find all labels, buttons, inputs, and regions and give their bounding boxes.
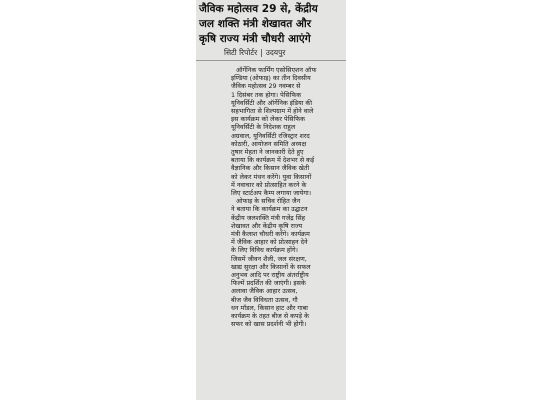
- body-line: सफर को खास प्रदर्शनी भी होगी।: [231, 320, 307, 329]
- body-line: बताया कि कार्यक्रम में देशभर से कई: [231, 156, 315, 165]
- body-line: मंत्री कैलाश चौधरी करेंगे। कार्यक्रम: [231, 230, 310, 239]
- body-line: धन मॉडल, किसान हाट और गाबा: [231, 303, 308, 312]
- body-line: के लिए विविध कार्यक्रम होंगे।: [231, 246, 298, 255]
- body-line: जिसमें जीवन शैली, जल संरक्षण,: [231, 254, 307, 263]
- body-line: कार्यक्रम के तहत बीज से कपड़े के: [231, 312, 310, 321]
- body-line: इण्डिया (ओफाइ) का तीन दिवसीय: [231, 74, 311, 83]
- body-line: बीज जैव विविधता उत्सव, गौ: [231, 295, 298, 304]
- byline-city: उदयपुर: [265, 48, 286, 57]
- body-line: में जैविक आहार को प्रोत्साहन देने: [231, 238, 308, 247]
- headline: [199, 2, 346, 47]
- body-line: ऑर्गेनिक फार्मिंग एसोसिएशन ऑफ: [236, 66, 317, 74]
- body-line: यूनिवर्सिटी और ऑर्गेनिक इंडिया की: [231, 98, 312, 107]
- body-line: अनुभव आदि पर राष्ट्रीय अंतर्राष्ट्रीय: [231, 271, 309, 280]
- body-line: तुषार मेहता ने जानकारी देते हुए: [231, 148, 304, 157]
- headline-line: जैविक महोत्सव 29 से, केंद्रीय: [199, 3, 318, 15]
- headline-line: जल शक्ति मंत्री शेखावत और: [199, 18, 312, 30]
- body-line: में नवाचार को प्रोत्साहित करने के: [231, 180, 307, 189]
- body-line: अग्रवाल, यूनिवर्सिटी रजिस्ट्रार शरद: [231, 131, 310, 140]
- body-line: 1 दिसंबर तक होगा। पेसिफिक: [231, 90, 302, 99]
- body-line: इस कार्यक्रम को लेकर पेसिफिक: [231, 115, 306, 124]
- body-line: वैज्ञानिक और किसान जैविक खेती: [231, 164, 310, 173]
- body-line: जैविक महोत्सव 29 नवम्बर से: [231, 82, 301, 91]
- body-line: लिए स्टार्टअप कैम्प लगाया जायेगा।: [231, 189, 312, 198]
- body-line: कोठारी, आयोजन समिति अध्यक्ष: [231, 139, 307, 148]
- byline-separator: |: [260, 48, 263, 57]
- body-line: ने बताया कि कार्यक्रम का उद्घाटन: [231, 205, 308, 214]
- newspaper-clipping: [196, 0, 346, 400]
- headline-line: कृषि राज्य मंत्री चौधरी आएंगे: [199, 33, 311, 45]
- body-line: सहभागिता से शिल्पग्राम में होने वाले: [231, 107, 314, 116]
- body-line: शेखावत और केंद्रीय कृषि राज्य: [231, 221, 303, 230]
- byline-divider: [196, 60, 346, 61]
- byline-reporter: सिटी रिपोर्टर: [224, 48, 258, 57]
- body-line: ओफाइ के सचिव रोहित जैन: [236, 197, 301, 206]
- byline: [224, 48, 286, 57]
- article-body: [231, 66, 346, 329]
- body-line: फिल्में प्रदर्शित की जाएंगी। इसके: [231, 279, 306, 288]
- body-line: यूनिवर्सिटी के निदेशक राहुल: [231, 123, 296, 132]
- body-line: अलावा जैविक आहार उत्सव,: [231, 287, 298, 296]
- body-line: खाद्य सुरक्षा और किसानों के सफल: [231, 262, 311, 271]
- body-line: को लेकर मंथन करेंगे। युवा किसानों: [231, 172, 312, 181]
- body-line: केंद्रीय जलशक्ति मंत्री गजेंद्र सिंह: [231, 213, 306, 222]
